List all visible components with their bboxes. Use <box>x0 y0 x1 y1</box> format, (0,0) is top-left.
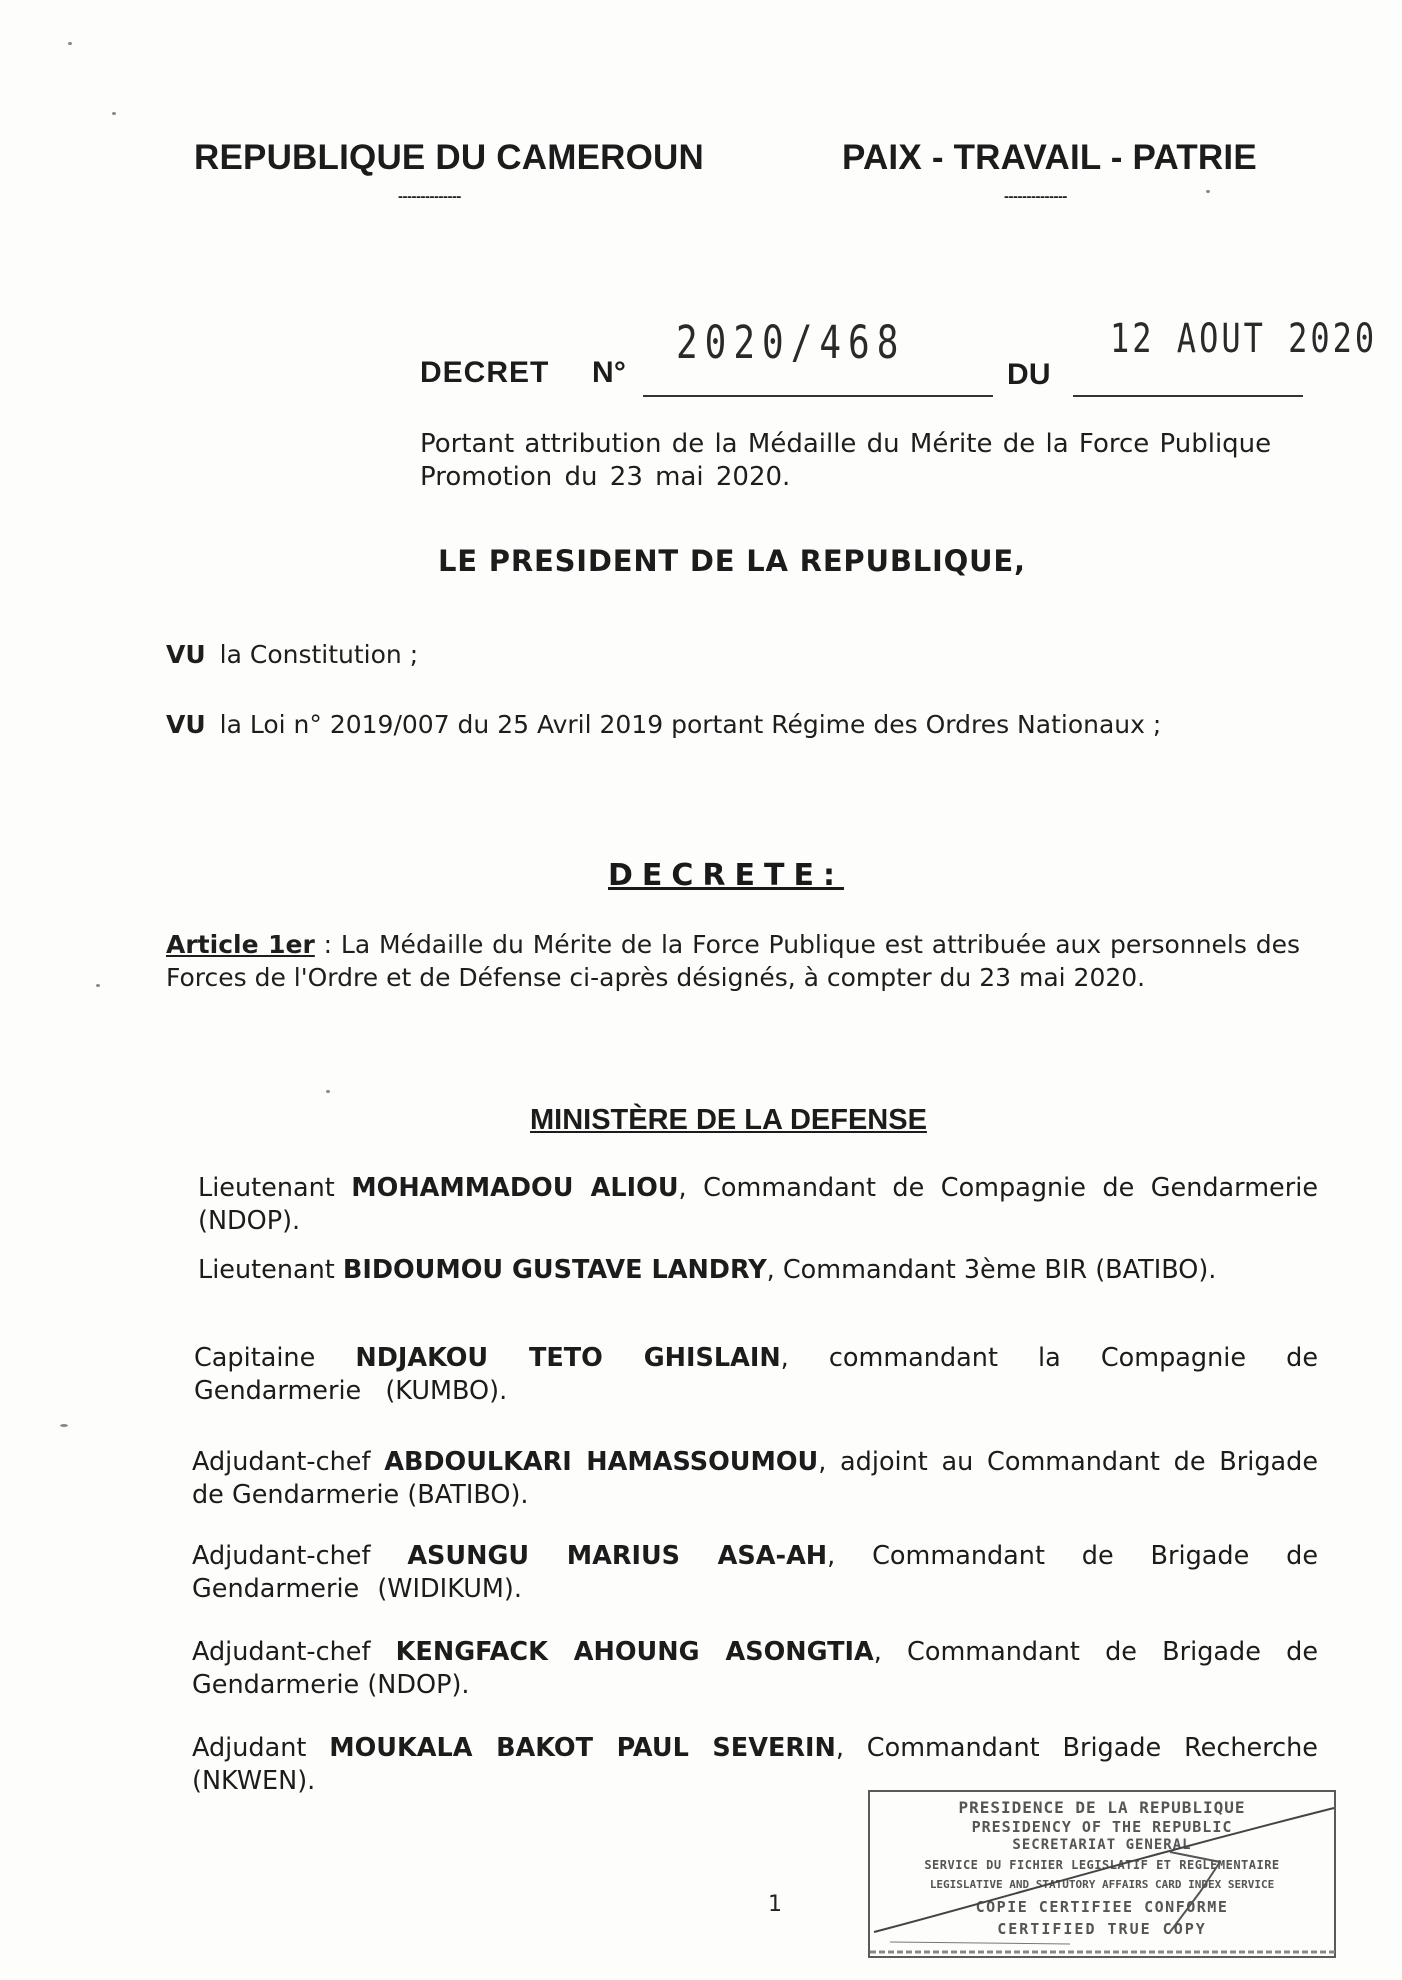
subject-line-2: Promotion du 23 mai 2020. <box>420 462 791 492</box>
recipient-name: KENGFACK AHOUNG ASONGTIA <box>395 1637 874 1667</box>
stamp-signature-stroke <box>870 1792 1338 1960</box>
article-1 <box>166 928 1300 994</box>
decrete-heading: DECRETE: <box>608 858 844 893</box>
decree-date-label: DU <box>1007 358 1051 391</box>
recipient-name: MOUKALA BAKOT PAUL SEVERIN <box>329 1733 836 1763</box>
stamp-line-1: PRESIDENCE DE LA REPUBLIQUE <box>958 1798 1246 1817</box>
subject <box>420 428 1320 494</box>
article-1-label: Article 1er <box>166 930 315 959</box>
recipient-role: , Commandant 3ème BIR (BATIBO). <box>766 1255 1217 1285</box>
recipient-name: NDJAKOU TETO GHISLAIN <box>355 1343 781 1373</box>
stamp-line-3: SECRETARIAT GENERAL <box>1012 1837 1192 1853</box>
header-left: REPUBLIQUE DU CAMEROUN <box>194 138 704 177</box>
stamp-line-5: LEGISLATIVE AND STATUTORY AFFAIRS CARD INDEX SERVICE <box>929 1878 1275 1891</box>
certification-stamp <box>868 1790 1336 1958</box>
recipient-rank: Adjudant-chef <box>192 1447 371 1477</box>
decree-date: 12 AOUT 2020 <box>1110 314 1378 362</box>
decree-date-line <box>1073 395 1303 397</box>
article-1-text: : La Médaille du Mérite de la Force Publique est attribuée aux personnels des Forces de l'Ordre et de Défense ci-après désignés, à compter du 23 mai 2020. <box>166 930 1300 992</box>
recipient-2 <box>198 1254 1318 1287</box>
recipient-rank: Capitaine <box>194 1343 316 1373</box>
president-heading: LE PRESIDENT DE LA REPUBLIQUE, <box>438 544 1026 578</box>
recipient-1 <box>198 1172 1318 1238</box>
scan-speck <box>96 984 100 987</box>
header-right-separator: -------------- <box>1004 188 1067 205</box>
scan-speck <box>326 1090 330 1093</box>
recipient-rank: Adjudant <box>192 1733 307 1763</box>
decree-number: 2020/468 <box>676 317 906 369</box>
recipient-rank: Lieutenant <box>198 1255 335 1285</box>
scan-speck <box>68 42 72 45</box>
visa-1-vu: VU <box>166 640 206 669</box>
recipient-role: , Commandant de Compagnie de Gendarmerie (NDOP). <box>198 1173 1319 1236</box>
decree-label: DECRET <box>420 356 550 389</box>
visa-2-text: la Loi n° 2019/007 du 25 Avril 2019 portant Régime des Ordres Nationaux ; <box>219 710 1162 739</box>
recipient-7 <box>192 1732 1318 1798</box>
recipient-rank: Lieutenant <box>198 1173 335 1203</box>
stamp-line-7: CERTIFIED TRUE COPY <box>997 1920 1207 1938</box>
stamp-line-4: SERVICE DU FICHIER LEGISLATIF ET REGLEMENTAIRE <box>924 1858 1280 1872</box>
decree-number-line <box>643 395 993 397</box>
recipient-rank: Adjudant-chef <box>192 1541 371 1571</box>
header-right: PAIX - TRAVAIL - PATRIE <box>842 138 1257 177</box>
recipient-role: , Commandant Brigade Recherche (NKWEN). <box>192 1733 1318 1796</box>
header-left-separator: -------------- <box>398 188 461 205</box>
visa-1-text: la Constitution ; <box>219 640 419 669</box>
scan-speck <box>112 112 116 115</box>
recipient-5 <box>192 1540 1318 1606</box>
recipient-name: ABDOULKARI HAMASSOUMOU <box>384 1447 819 1477</box>
visa-1 <box>166 638 418 671</box>
page-number: 1 <box>768 1892 782 1917</box>
recipient-6 <box>192 1636 1318 1702</box>
recipient-3 <box>194 1342 1318 1408</box>
recipient-role: , commandant la Compagnie de Gendarmerie (KUMBO). <box>194 1343 1319 1406</box>
recipient-name: ASUNGU MARIUS ASA-AH <box>407 1541 828 1571</box>
recipient-role: , Commandant de Brigade de Gendarmerie (WIDIKUM). <box>192 1541 1319 1604</box>
recipient-4 <box>192 1446 1318 1512</box>
recipient-role: , adjoint au Commandant de Brigade de Gendarmerie (BATIBO). <box>192 1447 1319 1510</box>
ministry-heading: MINISTÈRE DE LA DEFENSE <box>530 1104 927 1136</box>
scan-speck <box>1206 190 1210 193</box>
recipient-role: , Commandant de Brigade de Gendarmerie (NDOP). <box>192 1637 1319 1700</box>
recipient-name: MOHAMMADOU ALIOU <box>351 1173 679 1203</box>
visa-2-vu: VU <box>166 710 206 739</box>
scan-speck <box>60 1424 68 1427</box>
visa-2 <box>166 708 1161 741</box>
stamp-line-6: COPIE CERTIFIEE CONFORME <box>975 1898 1229 1916</box>
recipient-rank: Adjudant-chef <box>192 1637 371 1667</box>
recipient-name: BIDOUMOU GUSTAVE LANDRY <box>342 1255 767 1285</box>
decree-number-label: N° <box>592 356 627 389</box>
subject-line-1: Portant attribution de la Médaille du Mérite de la Force Publique <box>420 429 1272 459</box>
stamp-line-2: PRESIDENCY OF THE REPUBLIC <box>971 1818 1233 1836</box>
